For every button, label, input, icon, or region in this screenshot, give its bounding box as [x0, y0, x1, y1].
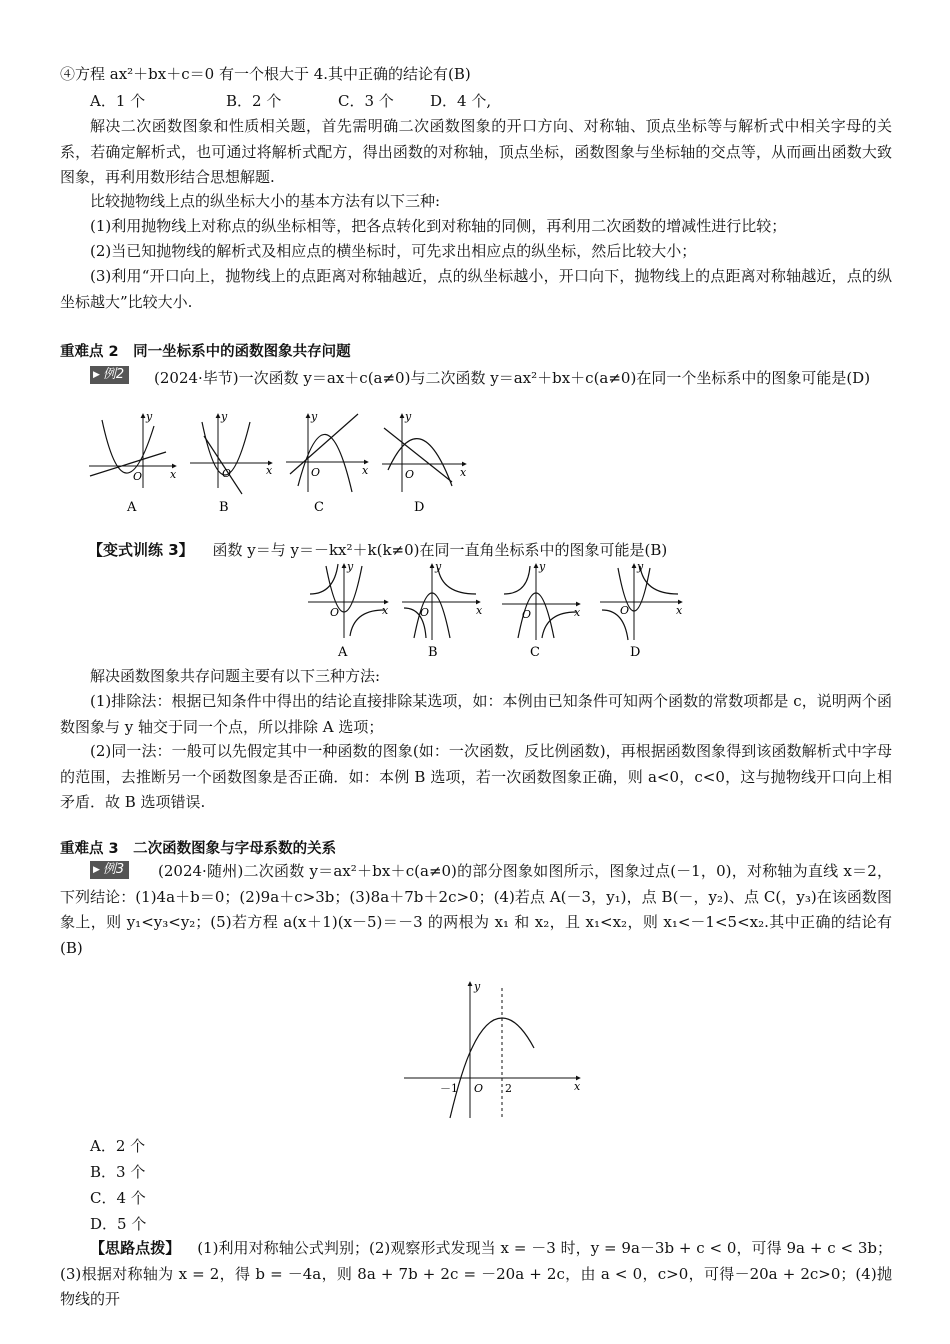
method-note-heading: 比较抛物线上点的纵坐标大小的基本方法有以下三种:	[90, 192, 441, 210]
option-d: D．5 个	[90, 1215, 147, 1233]
svg-text:O: O	[620, 604, 630, 617]
example-2	[60, 366, 892, 392]
graph-d	[382, 410, 467, 515]
svg-text:B: B	[219, 500, 229, 515]
option-c: C．4 个	[90, 1189, 146, 1207]
method-note-intro: 解决二次函数图象和性质相关题，首先需明确二次函数图象的开口方向、对称轴、顶点坐标等与解析式中相关字母的关系，若确定解析式，也可通过将解析式配方，得出函数的对称轴，顶点坐标，函数图象与坐标轴的交点等，从而画出函数大致图象，再利用数形结合思想解题.	[60, 117, 892, 186]
example-2-text: (2024·毕节)一次函数 y＝ax＋c(a≠0)与二次函数 y＝ax²＋bx＋c(a≠0)在同一个坐标系中的图象可能是(D)	[154, 369, 871, 387]
graph-b	[190, 410, 273, 515]
svg-text:O: O	[311, 466, 321, 479]
option-b: B．2 个	[226, 92, 282, 110]
svg-text:x: x	[382, 604, 389, 617]
hint	[60, 1236, 892, 1313]
svg-text:－1: －1	[440, 1082, 458, 1095]
svg-text:x: x	[460, 466, 467, 479]
section-2-heading: 重难点 2 同一坐标系中的函数图象共存问题	[60, 344, 351, 360]
svg-text:A: A	[338, 645, 348, 660]
svg-text:B: B	[428, 645, 438, 660]
svg-text:y: y	[474, 980, 481, 993]
svg-text:y: y	[435, 560, 442, 573]
variant-graph-b	[402, 560, 483, 660]
svg-text:y: y	[221, 410, 228, 423]
question-statement: ④方程 ax²＋bx＋c＝0 有一个根大于 4.其中正确的结论有(B)	[60, 65, 471, 83]
method-note-1: (1)利用抛物线上对称点的纵坐标相等，把各点转化到对称轴的同侧，再利用二次函数的增减性进行比较；	[90, 217, 787, 235]
example-2-tag: ▶ 例2	[90, 366, 129, 384]
svg-text:O: O	[330, 606, 340, 619]
method-note-2: (2)当已知抛物线的解析式及相应点的横坐标时，可先求出相应点的纵坐标，然后比较大小；	[90, 242, 697, 260]
section-3-heading: 重难点 3 二次函数图象与字母系数的关系	[60, 841, 337, 857]
example-2-graphs	[84, 408, 474, 520]
svg-text:y: y	[146, 410, 153, 423]
svg-text:2: 2	[505, 1082, 512, 1095]
solution-intro: 解决函数图象共存问题主要有以下三种方法:	[90, 667, 381, 685]
example-3-graph	[400, 978, 590, 1124]
example-3-tag: ▶ 例3	[90, 861, 129, 879]
svg-text:A: A	[127, 500, 137, 515]
option-c: C．3 个	[338, 92, 394, 110]
svg-text:O: O	[420, 606, 430, 619]
svg-text:O: O	[405, 468, 415, 481]
variant-graph-a	[308, 560, 389, 660]
variant-tag: 【变式训练 3】	[88, 541, 194, 559]
svg-text:x: x	[170, 468, 177, 481]
svg-text:D: D	[630, 645, 641, 660]
svg-text:y: y	[311, 410, 318, 423]
svg-text:x: x	[574, 1080, 581, 1093]
method-note-3: (3)利用“开口向上，抛物线上的点距离对称轴越近，点的纵坐标越小，开口向下，抛物线上的点距离对称轴越近，点的纵坐标越大”比较大小.	[60, 267, 892, 311]
svg-text:O: O	[474, 1082, 484, 1095]
option-a: A．2 个	[90, 1137, 146, 1155]
example-3-text: (2024·随州)二次函数 y＝ax²＋bx＋c(a≠0)的部分图象如图所示，图象过点(－1，0)，对称轴为直线 x＝2，下列结论：(1)4a＋b＝0；(2)9a＋c>3b；(3)8a＋7b＋2c>0；(4)若点 A(－3，y₁)，点 B(－，y₂)、点 C(，y₃)在该函数图象上，则 y₁<y₃<y₂；(5)若方程 a(x＋1)(x－5)＝－3 的两根为 x₁ 和 x₂，且 x₁<x₂，则 x₁<－1<5<x₂.其中正确的结论有(B)	[60, 862, 892, 957]
svg-text:y: y	[539, 560, 546, 573]
option-b: B．3 个	[90, 1163, 146, 1181]
example-3-options	[90, 1134, 146, 1238]
option-d: D．4 个,	[430, 92, 492, 110]
svg-text:x: x	[362, 464, 369, 477]
option-a: A．1 个	[90, 92, 146, 110]
hint-tag: 【思路点拨】	[90, 1239, 181, 1257]
svg-text:y: y	[637, 560, 644, 573]
svg-text:x: x	[266, 464, 273, 477]
hint-text: (1)利用对称轴公式判别；(2)观察形式发现当 x = －3 时，y = 9a－3b + c < 0，可得 9a + c < 3b；(3)根据对称轴为 x = 2，得 b = －4a，则 8a + 7b + 2c = －20a + 2c，由 a < 0，c>0，可得－20a + 2c>0；(4)抛物线的开	[60, 1239, 892, 1308]
play-icon: ▶	[93, 865, 100, 875]
svg-text:x: x	[574, 606, 581, 619]
variant-text: 函数 y＝与 y＝－kx²＋k(k≠0)在同一直角坐标系中的图象可能是(B)	[212, 541, 668, 559]
play-icon: ▶	[93, 370, 100, 380]
svg-text:y: y	[405, 410, 412, 423]
solution-method-2: (2)同一法：一般可以先假定其中一种函数的图象(如：一次函数，反比例函数)，再根据函数图象得到该函数解析式中字母的范围，去推断另一个函数图象是否正确．如：本例 B 选项，若一次函数图象正确，则 a<0，c<0，这与抛物线开口向上相矛盾．故 B 选项错误.	[60, 742, 892, 811]
variant-graph-c	[502, 560, 581, 660]
solution-method-1: (1)排除法：根据已知条件中得出的结论直接排除某选项，如：本例由已知条件可知两个函数的常数项都是 c，说明两个函数图象与 y 轴交于同一个点，所以排除 A 选项；	[60, 692, 892, 736]
svg-text:O: O	[133, 470, 143, 483]
svg-text:y: y	[347, 560, 354, 573]
svg-text:C: C	[314, 500, 324, 515]
svg-text:O: O	[222, 467, 232, 480]
svg-text:x: x	[676, 604, 683, 617]
variant-graph-d	[600, 560, 683, 660]
variant-graphs	[304, 558, 696, 662]
graph-c	[286, 410, 369, 515]
svg-text:x: x	[476, 604, 483, 617]
example-3	[60, 859, 892, 961]
svg-text:C: C	[530, 645, 540, 660]
svg-text:D: D	[414, 500, 425, 515]
graph-a	[89, 410, 177, 515]
svg-text:O: O	[522, 608, 532, 621]
